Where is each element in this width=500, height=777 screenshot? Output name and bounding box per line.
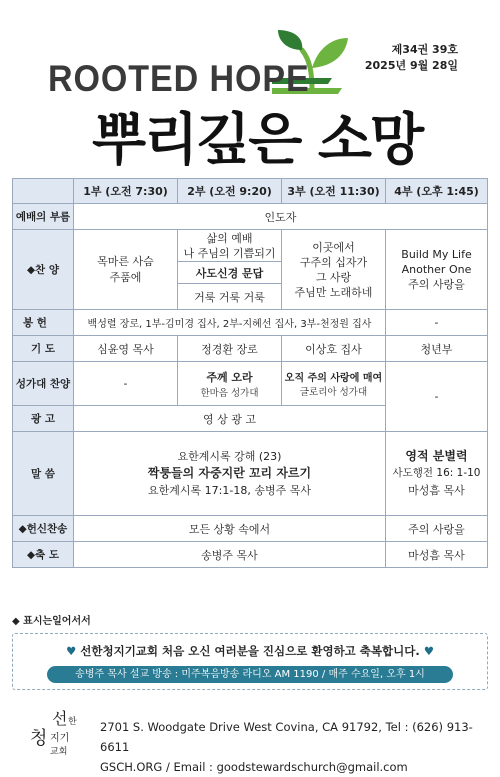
welcome-message-line bbox=[13, 643, 487, 659]
offering-cell: 백성렬 장로, 1부-김미경 집사, 2부-지혜선 집사, 3부-천정원 집사 bbox=[74, 310, 386, 336]
corner-cell bbox=[13, 179, 74, 204]
table-row bbox=[13, 336, 488, 362]
welcome-message: 선한청지기교회 처음 오신 여러분을 진심으로 환영하고 축복합니다. bbox=[80, 644, 420, 658]
church-web-email: GSCH.ORG / Email : goodstewardschurch@gmail.com bbox=[100, 760, 408, 774]
row-label: 기 도 bbox=[13, 336, 74, 362]
row-label: ◆축 도 bbox=[13, 542, 74, 568]
dedication-cell: 모든 상황 속에서 bbox=[74, 516, 386, 542]
church-address: 2701 S. Woodgate Drive West Covina, CA 91792, Tel : (626) 913-6611 bbox=[100, 720, 473, 754]
table-row bbox=[13, 516, 488, 542]
praise-2-middle: 사도신경 문답 bbox=[178, 262, 282, 284]
sermon-4-reference: 사도행전 16: 1-10 bbox=[392, 467, 481, 479]
choir-3 bbox=[282, 362, 386, 406]
praise-2-bottom: 거룩 거룩 거룩 bbox=[178, 284, 282, 310]
column-header: 4부 (오후 1:45) bbox=[386, 179, 488, 204]
prayer-3: 이상호 집사 bbox=[282, 336, 386, 362]
sermon-cell bbox=[74, 432, 386, 516]
dedication-4: 주의 사랑을 bbox=[386, 516, 488, 542]
church-logo-mark-icon bbox=[28, 708, 90, 758]
prayer-2: 정경환 장로 bbox=[178, 336, 282, 362]
heart-icon: ♥ bbox=[423, 644, 435, 658]
row-label: 성가대 찬양 bbox=[13, 362, 74, 406]
contact-info bbox=[100, 717, 500, 777]
prayer-1: 심윤영 목사 bbox=[74, 336, 178, 362]
korean-title: 뿌리깊은 소망 bbox=[92, 108, 423, 173]
praise-2-top: 삶의 예배 나 주님의 기쁨되기 bbox=[178, 230, 282, 262]
row-label bbox=[13, 310, 74, 336]
announcements-cell: 영 상 광 고 bbox=[74, 406, 386, 432]
table-row bbox=[13, 204, 488, 230]
column-header: 1부 (오전 7:30) bbox=[74, 179, 178, 204]
column-header: 3부 (오전 11:30) bbox=[282, 179, 386, 204]
choir-1: - bbox=[74, 362, 178, 406]
benediction-4: 마성흠 목사 bbox=[386, 542, 488, 568]
table-row bbox=[13, 310, 488, 336]
svg-text:선: 선 bbox=[52, 709, 68, 728]
sermon-reference: 요한계시록 17:1-18, 송병주 목사 bbox=[148, 484, 311, 497]
choir-4: - bbox=[386, 362, 488, 432]
row-label: 말 씀 bbox=[13, 432, 74, 516]
choir-3-title: 오직 주의 사랑에 매여 bbox=[284, 373, 383, 384]
english-title: ROOTED HOPE bbox=[48, 58, 310, 99]
sermon-title: 짝퉁들의 자중지란 꼬리 자르기 bbox=[147, 466, 312, 480]
welcome-box bbox=[12, 633, 488, 690]
table-header-row bbox=[13, 179, 488, 204]
row-label: 광 고 bbox=[13, 406, 74, 432]
choir-2-title: 주께 오라 bbox=[206, 370, 253, 384]
praise-1: 목마른 사슴 주품에 bbox=[74, 230, 178, 310]
svg-text:교회: 교회 bbox=[50, 747, 68, 757]
sermon-series: 요한계시록 강해 (23) bbox=[177, 450, 282, 463]
bulletin-header bbox=[0, 0, 500, 173]
benediction-cell: 송병주 목사 bbox=[74, 542, 386, 568]
worship-schedule-table bbox=[12, 178, 488, 568]
column-header: 2부 (오전 9:20) bbox=[178, 179, 282, 204]
row-label: 예배의 부름 bbox=[13, 204, 74, 230]
heart-icon: ♥ bbox=[65, 644, 77, 658]
table-row bbox=[13, 230, 488, 262]
praise-3: 이곳에서 구주의 십자가 그 사랑 주님만 노래하네 bbox=[282, 230, 386, 310]
choir-2-name: 한마음 성가대 bbox=[200, 387, 259, 399]
prayer-4: 청년부 bbox=[386, 336, 488, 362]
praise-4: Build My Life Another One 주의 사랑을 bbox=[386, 230, 488, 310]
offering-label: 봉 헌 bbox=[23, 317, 47, 329]
offering-4: - bbox=[386, 310, 488, 336]
sermon-4 bbox=[386, 432, 488, 516]
svg-text:청: 청 bbox=[30, 728, 48, 749]
choir-3-name: 글로리아 성가대 bbox=[299, 387, 368, 398]
call-to-worship-cell: 인도자 bbox=[74, 204, 488, 230]
choir-2 bbox=[178, 362, 282, 406]
table-row bbox=[13, 432, 488, 516]
radio-broadcast-banner: 송병주 목사 설교 방송 : 미주복음방송 라디오 AM 1190 / 매주 수요일, 오후 1시 bbox=[47, 666, 453, 683]
volume-number: 제34권 39호 bbox=[391, 43, 458, 56]
sermon-4-title: 영적 분별력 bbox=[405, 449, 468, 463]
table-row bbox=[13, 542, 488, 568]
issue-date: 2025년 9월 28일 bbox=[364, 59, 458, 72]
row-label: ◆찬 양 bbox=[13, 230, 74, 310]
sermon-4-speaker: 마성흠 목사 bbox=[408, 484, 465, 497]
standing-footnote: ◆ 표시는일어서서 bbox=[12, 616, 91, 627]
table-row bbox=[13, 362, 488, 406]
issue-info bbox=[365, 42, 458, 74]
svg-text:한: 한 bbox=[68, 717, 77, 727]
church-logo bbox=[28, 708, 90, 758]
row-label: ◆헌신찬송 bbox=[13, 516, 74, 542]
svg-text:지기: 지기 bbox=[50, 733, 70, 744]
